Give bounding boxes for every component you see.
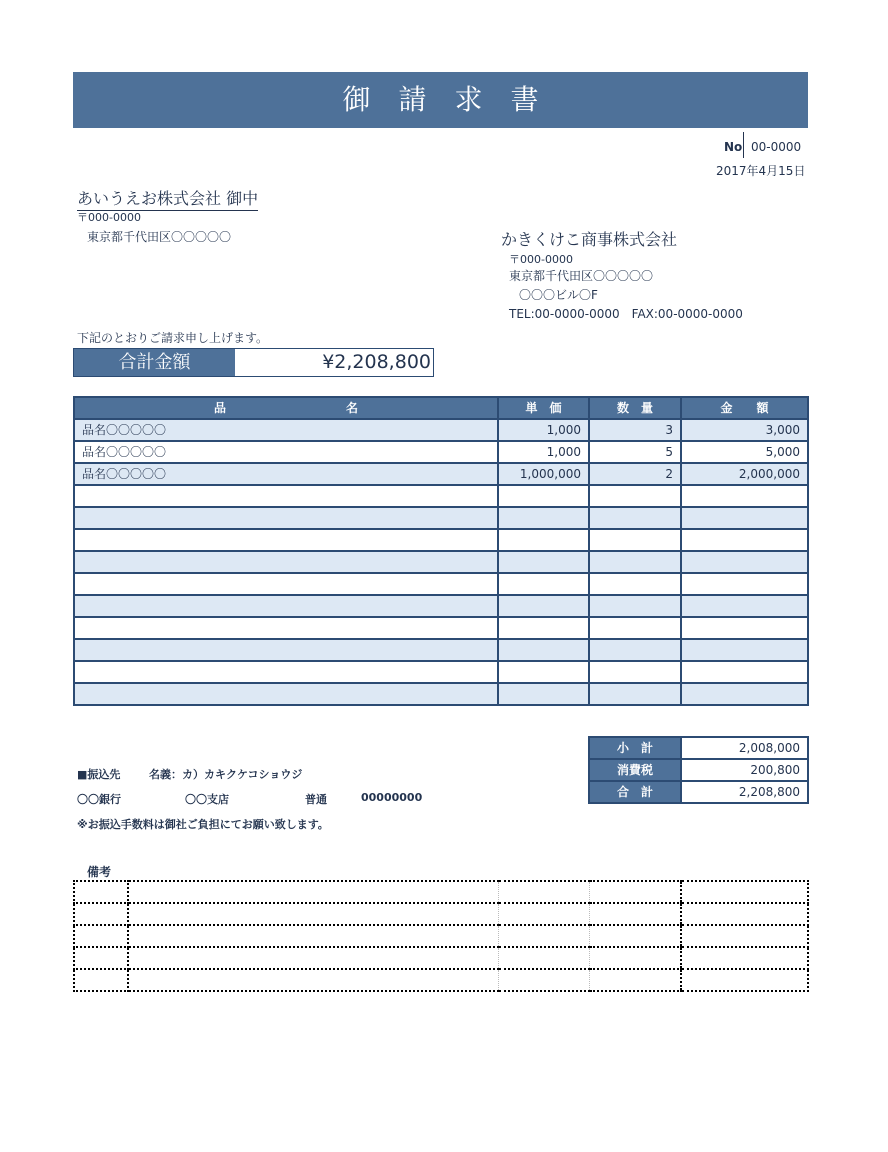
cell-amount xyxy=(681,595,808,617)
summary-tax-row xyxy=(589,759,808,781)
header-quantity: 数 量 xyxy=(589,397,681,419)
remarks-cell xyxy=(589,947,681,969)
cell-item xyxy=(74,551,498,573)
header-unit-price: 単 価 xyxy=(498,397,589,419)
remarks-cell xyxy=(498,947,589,969)
cell-price xyxy=(498,485,589,507)
cell-qty xyxy=(589,485,681,507)
transfer-fee-note: ※お振込手数料は御社ご負担にてお願い致します。 xyxy=(77,818,329,831)
remarks-row xyxy=(74,925,808,947)
title-char: 求 xyxy=(454,83,483,116)
remarks-cell xyxy=(74,969,128,991)
remarks-cell xyxy=(681,925,808,947)
bank-name: 〇〇銀行 xyxy=(77,793,121,806)
cell-amount xyxy=(681,529,808,551)
cell-price xyxy=(498,507,589,529)
bank-account-type: 普通 xyxy=(305,793,327,806)
cell-amount xyxy=(681,639,808,661)
issuer-address-line1: 東京都千代田区〇〇〇〇〇 xyxy=(509,269,654,283)
cell-amount xyxy=(681,661,808,683)
cell-item xyxy=(74,661,498,683)
bank-branch: 〇〇支店 xyxy=(185,793,229,806)
remarks-row xyxy=(74,947,808,969)
cell-price xyxy=(498,617,589,639)
cell-qty: 3 xyxy=(589,419,681,441)
header-item-name: 品 名 xyxy=(74,397,498,419)
remarks-cell xyxy=(128,903,498,925)
cell-item: 品名〇〇〇〇〇 xyxy=(74,463,498,485)
table-row xyxy=(74,617,808,639)
bank-account-number: 00000000 xyxy=(361,791,423,804)
remarks-row xyxy=(74,881,808,903)
title-char: 書 xyxy=(510,83,539,116)
cell-item xyxy=(74,485,498,507)
table-row xyxy=(74,639,808,661)
remarks-cell xyxy=(589,925,681,947)
table-row xyxy=(74,419,808,441)
total-amount-label: 合計金額 xyxy=(74,349,235,376)
invoice-title-band xyxy=(73,72,808,128)
cell-amount: 3,000 xyxy=(681,419,808,441)
remarks-cell xyxy=(589,969,681,991)
doc-number-separator xyxy=(743,132,744,158)
cell-price: 1,000 xyxy=(498,419,589,441)
subtotal-value: 2,008,000 xyxy=(681,737,808,759)
cell-amount xyxy=(681,683,808,705)
remarks-cell xyxy=(498,881,589,903)
remarks-cell xyxy=(498,903,589,925)
cell-qty xyxy=(589,507,681,529)
bank-account-holder: 名義：カ）カキクケコショウジ xyxy=(149,768,303,781)
total-amount-value: ¥2,208,800 xyxy=(322,351,431,373)
cell-item xyxy=(74,617,498,639)
cell-qty xyxy=(589,573,681,595)
summary-table xyxy=(588,736,809,804)
cell-price: 1,000 xyxy=(498,441,589,463)
customer-zip: 〒000-0000 xyxy=(77,211,141,224)
table-row xyxy=(74,661,808,683)
cell-price: 1,000,000 xyxy=(498,463,589,485)
cell-amount xyxy=(681,507,808,529)
table-row xyxy=(74,507,808,529)
remarks-cell xyxy=(74,903,128,925)
table-row xyxy=(74,551,808,573)
issuer-contact: TEL:00-0000-0000 FAX:00-0000-0000 xyxy=(509,307,743,321)
remarks-cell xyxy=(128,925,498,947)
cell-item xyxy=(74,507,498,529)
cell-qty xyxy=(589,617,681,639)
remarks-cell xyxy=(74,881,128,903)
doc-number-label: No xyxy=(724,140,743,154)
cell-item xyxy=(74,683,498,705)
cell-qty: 5 xyxy=(589,441,681,463)
cell-item xyxy=(74,573,498,595)
bank-heading: ■振込先 xyxy=(77,768,121,781)
cell-item xyxy=(74,639,498,661)
remarks-cell xyxy=(498,969,589,991)
items-header-row xyxy=(74,397,808,419)
remarks-cell xyxy=(128,881,498,903)
table-row xyxy=(74,441,808,463)
cell-qty: 2 xyxy=(589,463,681,485)
table-row xyxy=(74,463,808,485)
tax-label: 消費税 xyxy=(589,759,681,781)
remarks-label: 備考 xyxy=(87,865,112,879)
table-row xyxy=(74,529,808,551)
cell-amount xyxy=(681,617,808,639)
cell-price xyxy=(498,529,589,551)
cell-qty xyxy=(589,595,681,617)
lead-text: 下記のとおりご請求申し上げます。 xyxy=(77,331,269,345)
remarks-cell xyxy=(498,925,589,947)
header-amount: 金 額 xyxy=(681,397,808,419)
issuer-address-line2: 〇〇〇ビル〇F xyxy=(519,288,598,302)
title-char: 請 xyxy=(398,83,427,116)
grand-total-label: 合 計 xyxy=(589,781,681,803)
cell-amount: 5,000 xyxy=(681,441,808,463)
remarks-cell xyxy=(128,969,498,991)
total-amount-box xyxy=(73,348,434,377)
cell-amount: 2,000,000 xyxy=(681,463,808,485)
cell-price xyxy=(498,595,589,617)
remarks-row xyxy=(74,903,808,925)
subtotal-label: 小 計 xyxy=(589,737,681,759)
cell-item: 品名〇〇〇〇〇 xyxy=(74,419,498,441)
remarks-cell xyxy=(681,947,808,969)
cell-amount xyxy=(681,485,808,507)
table-row xyxy=(74,683,808,705)
customer-name: あいうえお株式会社 御中 xyxy=(77,186,258,211)
cell-qty xyxy=(589,661,681,683)
cell-qty xyxy=(589,551,681,573)
cell-price xyxy=(498,683,589,705)
doc-number-value: 00-0000 xyxy=(751,140,802,154)
summary-subtotal-row xyxy=(589,737,808,759)
tax-value: 200,800 xyxy=(681,759,808,781)
cell-amount xyxy=(681,573,808,595)
remarks-cell xyxy=(74,925,128,947)
cell-price xyxy=(498,639,589,661)
title-char: 御 xyxy=(342,83,371,116)
cell-qty xyxy=(589,529,681,551)
cell-item xyxy=(74,595,498,617)
issue-date: 2017年4月15日 xyxy=(716,164,806,178)
table-row xyxy=(74,595,808,617)
summary-total-row xyxy=(589,781,808,803)
remarks-cell xyxy=(681,881,808,903)
remarks-row xyxy=(74,969,808,991)
cell-item xyxy=(74,529,498,551)
cell-price xyxy=(498,573,589,595)
remarks-cell xyxy=(681,969,808,991)
cell-price xyxy=(498,551,589,573)
remarks-table xyxy=(73,880,809,992)
cell-item: 品名〇〇〇〇〇 xyxy=(74,441,498,463)
customer-address: 東京都千代田区〇〇〇〇〇 xyxy=(87,230,232,244)
cell-price xyxy=(498,661,589,683)
items-table xyxy=(73,396,809,706)
remarks-cell xyxy=(128,947,498,969)
grand-total-value: 2,208,800 xyxy=(681,781,808,803)
issuer-zip: 〒000-0000 xyxy=(509,253,573,266)
cell-amount xyxy=(681,551,808,573)
cell-qty xyxy=(589,639,681,661)
cell-qty xyxy=(589,683,681,705)
remarks-cell xyxy=(681,903,808,925)
remarks-cell xyxy=(589,903,681,925)
issuer-name: かきくけこ商事株式会社 xyxy=(501,230,678,249)
table-row xyxy=(74,485,808,507)
remarks-cell xyxy=(74,947,128,969)
table-row xyxy=(74,573,808,595)
remarks-cell xyxy=(589,881,681,903)
